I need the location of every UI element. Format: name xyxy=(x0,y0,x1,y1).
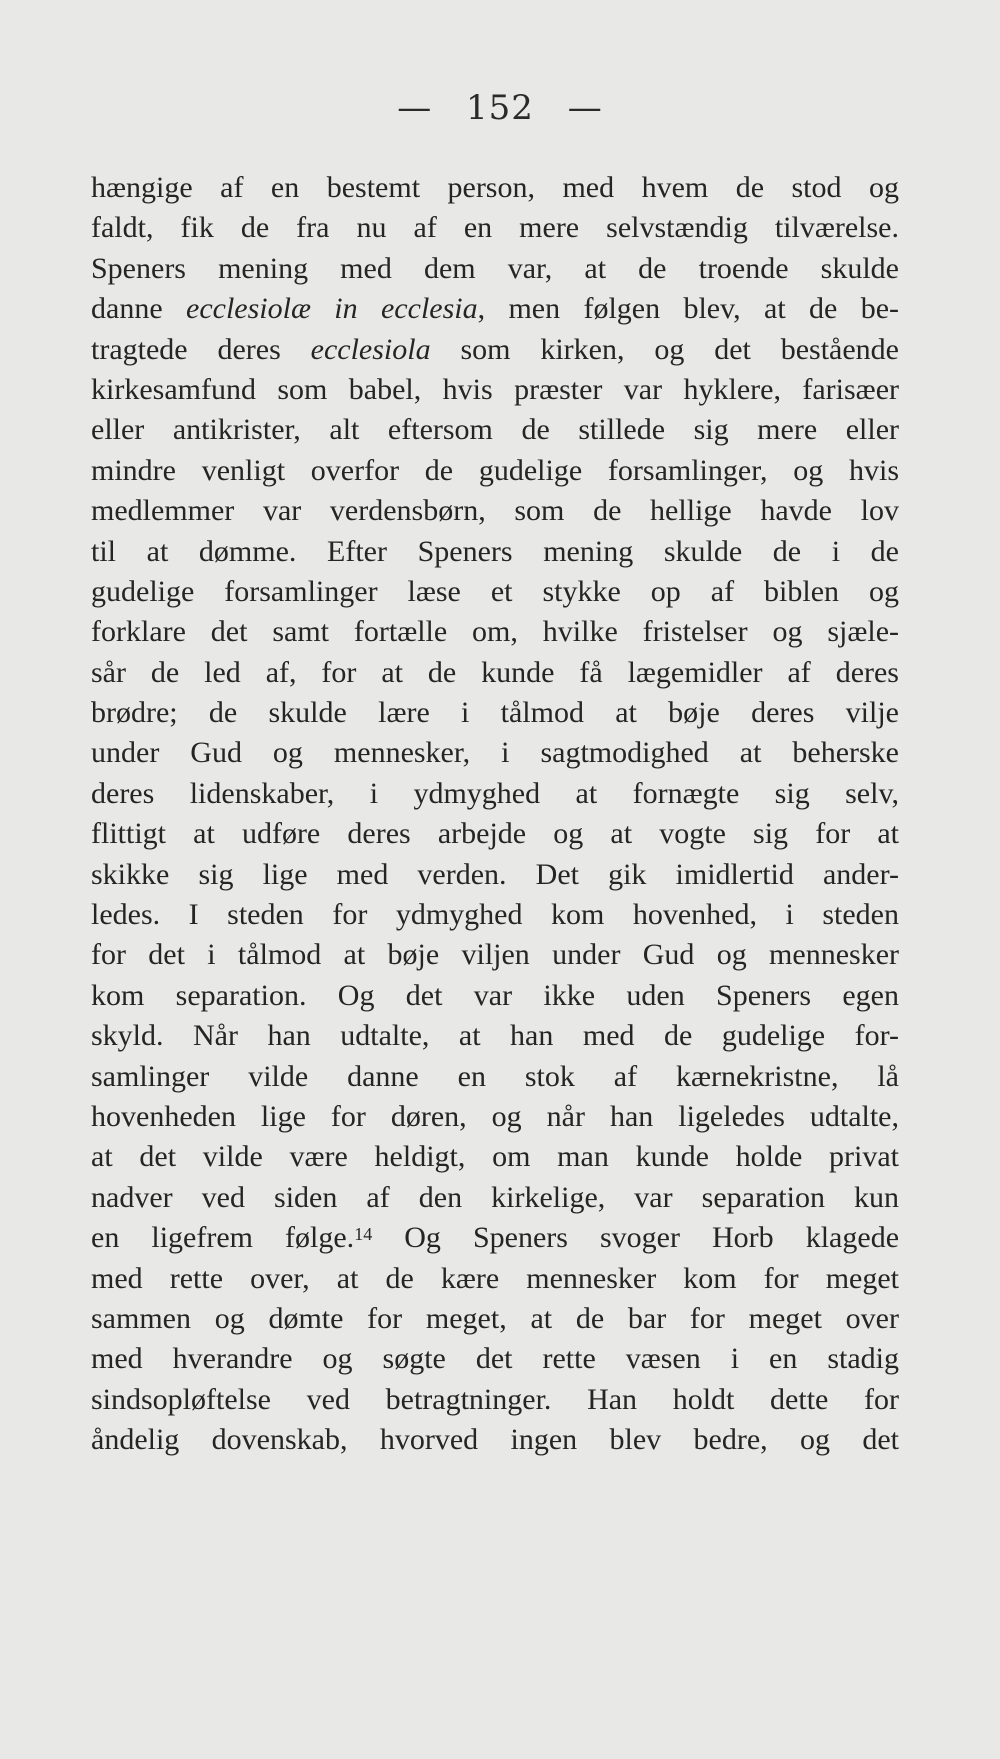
text-line: for det i tålmod at bøje viljen under Gud og mennesker xyxy=(91,938,899,972)
text-line: brødre; de skulde lære i tålmod at bøje deres vilje xyxy=(91,696,899,730)
footnote-marker: 14 xyxy=(354,1224,373,1245)
text-line: kom separation. Og det var ikke uden Speners egen xyxy=(91,978,899,1012)
text-line: med rette over, at de kære mennesker kom for meget xyxy=(91,1261,899,1295)
text-line: eller antikrister, alt eftersom de stillede sig mere eller xyxy=(91,413,899,447)
text-line: åndelig dovenskab, hvorved ingen blev bedre, og det xyxy=(91,1423,899,1457)
text-line: skyld. Når han udtalte, at han med de gudelige for- xyxy=(91,1019,899,1053)
text-line: med hverandre og søgte det rette væsen i en stadig xyxy=(91,1342,899,1376)
text-line: flittigt at udføre deres arbejde og at vogte sig for at xyxy=(91,817,899,851)
text-line: hovenheden lige for døren, og når han ligeledes udtalte, xyxy=(91,1099,899,1133)
text-line: kirkesamfund som babel, hvis præster var hyklere, farisæer xyxy=(91,372,899,406)
text-line: mindre venligt overfor de gudelige forsamlinger, og hvis xyxy=(91,453,899,487)
text-line: sammen og dømte for meget, at de bar for meget over xyxy=(91,1301,899,1335)
text-line: ledes. I steden for ydmyghed kom hovenhed, i steden xyxy=(91,898,899,932)
text-line: sindsopløftelse ved betragtninger. Han holdt dette for xyxy=(91,1382,899,1416)
body-text xyxy=(91,168,899,1461)
text-line: Speners mening med dem var, at de troende skulde xyxy=(91,251,899,285)
italic-phrase: ecclesiolæ in ecclesia xyxy=(186,292,478,326)
text-line: deres lidenskaber, i ydmyghed at fornægte sig selv, xyxy=(91,776,899,810)
text-line: skikke sig lige med verden. Det gik imidlertid ander- xyxy=(91,857,899,891)
text-line: tragtede deres ecclesiola som kirken, og det bestående xyxy=(91,332,899,366)
text-line: hængige af en bestemt person, med hvem de stod og xyxy=(91,171,899,204)
text-line: faldt, fik de fra nu af en mere selvstændig tilværelse. xyxy=(91,211,899,245)
page-number-dash-left: — xyxy=(397,88,433,128)
text-line: nadver ved siden af den kirkelige, var separation kun xyxy=(91,1180,899,1214)
text-line: danne ecclesiolæ in ecclesia, men følgen blev, at de be- xyxy=(91,292,899,326)
text-line: gudelige forsamlinger læse et stykke op af biblen og xyxy=(91,574,899,608)
text-line: sår de led af, for at de kunde få lægemidler af deres xyxy=(91,655,899,689)
text-line: en ligefrem følge.$^{14}$ Og Speners svoger Horb klagede xyxy=(91,1221,900,1255)
text-line: medlemmer var verdensbørn, som de hellige havde lov xyxy=(91,494,899,528)
text-line: under Gud og mennesker, i sagtmodighed at beherske xyxy=(91,736,899,770)
text-line: til at dømme. Efter Speners mening skulde de i de xyxy=(91,534,899,568)
text-line: samlinger vilde danne en stok af kærnekristne, lå xyxy=(91,1059,899,1093)
page-number: 152 xyxy=(466,88,534,128)
page-number-header xyxy=(0,88,1000,128)
text-line: forklare det samt fortælle om, hvilke fristelser og sjæle- xyxy=(91,615,899,649)
italic-phrase: ecclesiola xyxy=(310,332,431,366)
page-number-dash-right: — xyxy=(567,88,603,128)
text-line: at det vilde være heldigt, om man kunde holde privat xyxy=(91,1140,899,1174)
